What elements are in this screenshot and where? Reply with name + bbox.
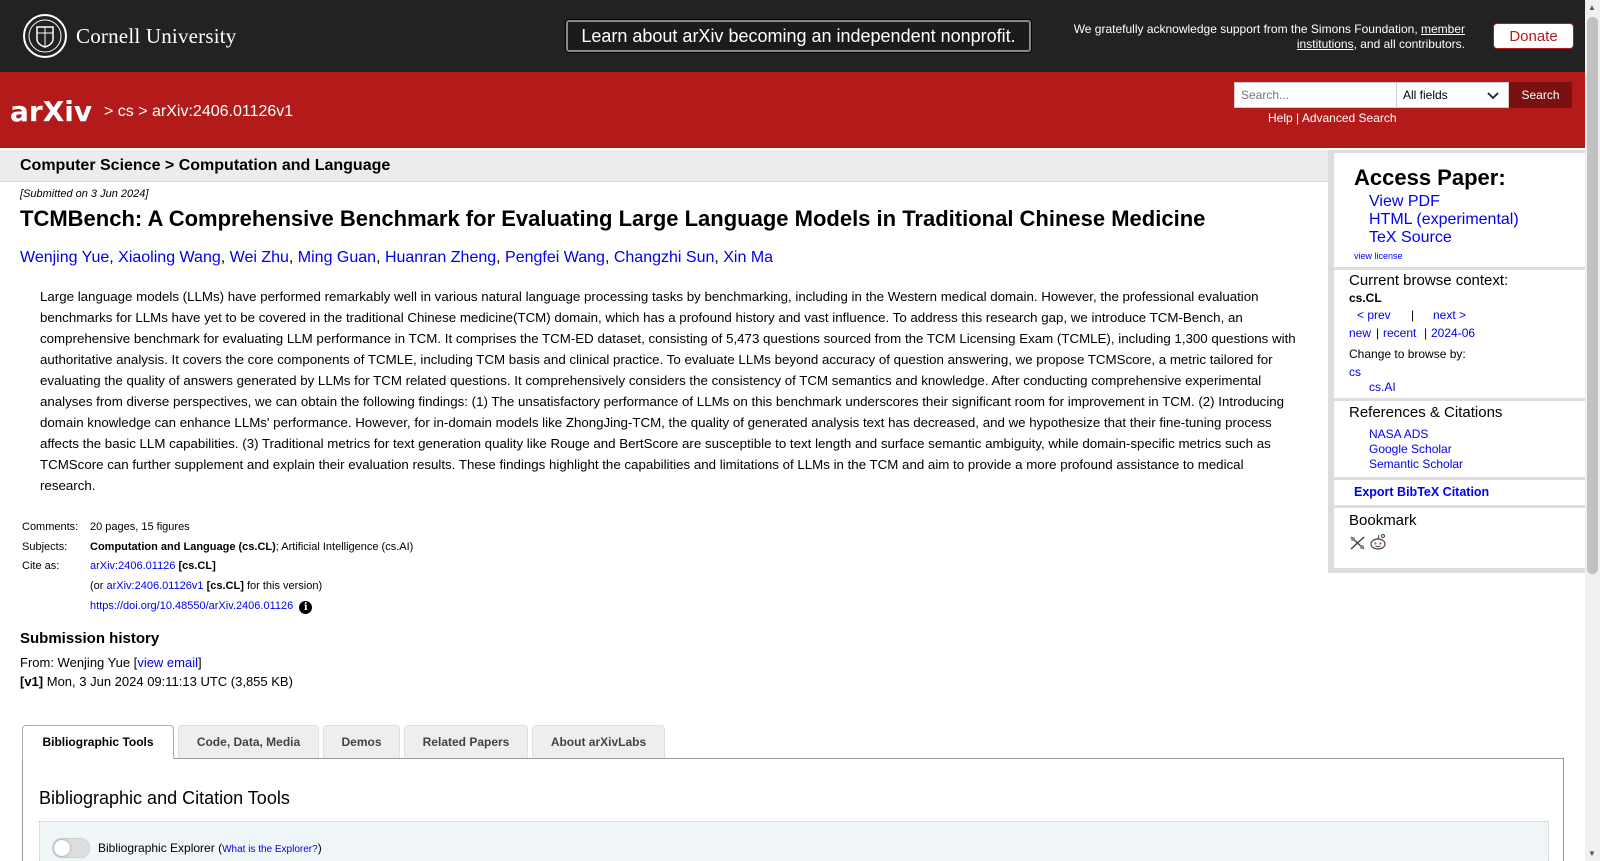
tab-code-data-media[interactable]: Code, Data, Media: [178, 725, 319, 758]
breadcrumb-cs-link[interactable]: cs: [117, 103, 134, 120]
nav-sep: |: [1376, 326, 1380, 340]
author-sep: ,: [220, 249, 230, 266]
subject-header: [0, 150, 1328, 182]
access-paper-title: Access Paper:: [1354, 165, 1506, 190]
bibliographic-tools-panel: [22, 758, 1564, 861]
explorer-label: [98, 841, 322, 855]
nav-sep: |: [1424, 326, 1428, 340]
browse-context-block: [1334, 270, 1585, 398]
nonprofit-banner-button[interactable]: Learn about arXiv becoming an independent nonprofit.: [566, 20, 1031, 52]
cite-version-post: for this version): [243, 580, 323, 592]
submission-v1: [20, 674, 293, 689]
abstract-text: Large language models (LLMs) have performed remarkably well in various natural language processing tasks by benchmarking, including in the Western medical domain. However, the professional evaluation benchmarks for LLMs have yet to be covered in the traditional Chinese medicine(TCM) domain, which has a profound history and vast influence. To address this research gap, we introduce TCM-Bench, an comprehensive benchmark for evaluating LLM performance in TCM. It comprises the TCM-ED dataset, consisting of 5,473 questions sourced from the TCM Licensing Exam (TCMLE), including 1,300 questions with authoritative analysis. It covers the core components of TCMLE, including TCM basis and clinical practice. To evaluate LLMs beyond accuracy of question answering, we propose TCMScore, a metric tailored for evaluating the quality of answers generated by LLMs for TCM related questions. It comprehensively considers the consistency of TCM semantics and knowledge. After conducting comprehensive experimental analyses from diverse perspectives, we can obtain the following findings: (1) The unsatisfactory performance of LLMs on this benchmark underscores their significant room for improvement in TCM. (2) Introducing domain knowledge can enhance LLMs' performance. However, for in-domain models like ZhongJing-TCM, the quality of generated analysis text has decreased, and we hypothesize that their fine-tuning process affects the basic LLM capabilities. (3) Traditional metrics for text generation quality like Rouge and BertScore are susceptible to text length and surface semantic ambiguity, while domain-specific metrics such as TCMScore can further supplement and explain their evaluation results. These findings highlight the capabilities and limitations of LLMs in the TCM and aim to provide a more profound assistance to medical research.: [40, 289, 1296, 493]
view-pdf-link[interactable]: View PDF: [1369, 193, 1440, 210]
references-block: [1334, 401, 1585, 477]
explorer-name: Bibliographic Explorer: [98, 841, 215, 855]
subject-path: Computer Science > Computation and Language: [20, 157, 391, 174]
author-sep: ,: [376, 249, 385, 266]
browse-csai-link[interactable]: cs.AI: [1369, 380, 1396, 394]
bibliographic-explorer-row: [39, 821, 1549, 861]
tab-about-arxivlabs[interactable]: About arXivLabs: [532, 725, 665, 758]
nasa-ads-link[interactable]: NASA ADS: [1369, 427, 1429, 441]
author-sep: ,: [604, 249, 614, 266]
browse-context-title: Current browse context:: [1349, 272, 1509, 289]
tab-related-papers[interactable]: Related Papers: [404, 725, 528, 758]
search-button[interactable]: Search: [1509, 82, 1572, 108]
month-link[interactable]: 2024-06: [1431, 326, 1476, 340]
comments-value: 20 pages, 15 figures: [90, 521, 190, 533]
paren-close: ): [317, 841, 322, 855]
from-close: ]: [198, 655, 202, 670]
v1-label: [v1]: [20, 674, 44, 689]
breadcrumb-sep: >: [104, 103, 118, 120]
what-is-explorer-link[interactable]: What is the Explorer?: [222, 844, 318, 855]
v1-details: Mon, 3 Jun 2024 09:11:13 UTC (3,855 KB): [43, 674, 293, 689]
semantic-scholar-link[interactable]: Semantic Scholar: [1369, 457, 1464, 471]
author-link[interactable]: Wei Zhu: [229, 249, 289, 266]
bibsonomy-icon[interactable]: [1349, 535, 1366, 551]
author-sep: ,: [109, 249, 119, 266]
page-scrollbar[interactable]: [1585, 0, 1600, 861]
author-sep: ,: [288, 249, 298, 266]
primary-subject: Computation and Language (cs.CL): [90, 541, 276, 553]
cornell-seal-icon: [22, 13, 68, 59]
arxiv-header: [0, 72, 1585, 148]
arxiv-logo[interactable]: [10, 92, 102, 137]
cornell-logo[interactable]: [22, 13, 237, 59]
explorer-toggle[interactable]: [52, 838, 90, 858]
author-sep: ,: [496, 249, 506, 266]
member-institutions-link[interactable]: member institutions: [1296, 22, 1465, 51]
tab-demos[interactable]: Demos: [323, 725, 400, 758]
cite-or: (or: [90, 580, 107, 592]
change-browse-label: Change to browse by:: [1349, 347, 1466, 361]
html-experimental-link[interactable]: HTML (experimental): [1369, 211, 1519, 228]
breadcrumb-paper-id: arXiv:2406.01126v1: [152, 103, 294, 120]
cite-value: [90, 560, 216, 572]
author-link[interactable]: Ming Guan: [297, 249, 377, 266]
submission-from: [20, 655, 202, 670]
help-link[interactable]: Help: [1268, 111, 1293, 125]
nav-sep: |: [1411, 308, 1415, 322]
doi-row: [90, 600, 312, 614]
export-bibtex-link[interactable]: Export BibTeX Citation: [1354, 485, 1490, 499]
search-field-select[interactable]: [1397, 82, 1509, 108]
reddit-icon[interactable]: [1369, 533, 1387, 551]
recent-link[interactable]: recent: [1383, 326, 1417, 340]
references-title: References & Citations: [1349, 404, 1503, 421]
from-text: From: Wenjing Yue [: [20, 655, 138, 670]
panel-title: Bibliographic and Citation Tools: [39, 788, 290, 808]
arxiv-logo-icon: [10, 92, 102, 132]
paper-title: TCMBench: A Comprehensive Benchmark for Evaluating Large Language Models in Traditional Chinese Medicine: [20, 206, 1206, 231]
access-paper-block: [1334, 153, 1585, 267]
author-link[interactable]: Wenjing Yue: [20, 249, 110, 266]
cite-version: [90, 580, 322, 592]
author-link[interactable]: Huanran Zheng: [384, 249, 497, 266]
next-link[interactable]: next >: [1433, 308, 1467, 322]
cite-label: Cite as:: [22, 560, 60, 572]
chevron-down-icon: [1486, 88, 1500, 102]
cite-cat: [cs.CL]: [175, 560, 216, 572]
scroll-up-icon[interactable]: ▲: [1588, 3, 1596, 12]
search-help-links: [1268, 111, 1397, 125]
scrollbar-thumb[interactable]: [1587, 17, 1598, 574]
search-input[interactable]: Search...: [1234, 82, 1397, 108]
ack-post: , and all contributors.: [1353, 37, 1465, 51]
subjects-label: Subjects:: [22, 541, 68, 553]
info-icon[interactable]: i: [299, 601, 312, 614]
toggle-knob: [54, 840, 70, 856]
author-link[interactable]: Changzhi Sun: [613, 249, 715, 266]
subjects-value: [90, 541, 413, 553]
google-scholar-link[interactable]: Google Scholar: [1369, 442, 1452, 456]
comments-label: Comments:: [22, 521, 79, 533]
browse-cs-link[interactable]: cs: [1349, 365, 1361, 379]
links-sep: |: [1292, 111, 1302, 125]
author-sep: ,: [714, 249, 724, 266]
breadcrumb: [104, 103, 293, 121]
prev-link[interactable]: < prev: [1357, 308, 1391, 322]
bookmark-block: [1334, 508, 1585, 568]
search-field-value: All fields: [1403, 88, 1448, 102]
right-sidebar: [1328, 150, 1585, 573]
view-license-link[interactable]: view license: [1354, 251, 1403, 261]
submitted-date: [Submitted on 3 Jun 2024]: [20, 188, 149, 200]
author-link[interactable]: Xiaoling Wang: [118, 249, 221, 266]
cite-version-link[interactable]: arXiv:2406.01126v1: [106, 580, 204, 592]
ack-pre: We gratefully acknowledge support from the Simons Foundation,: [1073, 22, 1421, 36]
bookmark-title: Bookmark: [1349, 512, 1417, 529]
top-bar: [0, 0, 1585, 72]
tab-bibliographic-tools[interactable]: Bibliographic Tools: [22, 725, 174, 759]
export-block: [1334, 480, 1585, 505]
advanced-search-link[interactable]: Advanced Search: [1301, 111, 1397, 125]
author-link[interactable]: Pengfei Wang: [505, 249, 605, 266]
secondary-subject: ; Artificial Intelligence (cs.AI): [275, 541, 414, 553]
acknowledgement-text: [1045, 22, 1465, 52]
cite-version-cat: [cs.CL]: [203, 580, 244, 592]
cite-id-link[interactable]: arXiv:2406.01126: [90, 560, 176, 572]
author-link[interactable]: Xin Ma: [723, 249, 774, 266]
tex-source-link[interactable]: TeX Source: [1369, 229, 1452, 246]
paren-open: (: [214, 841, 223, 855]
breadcrumb-sep: >: [133, 103, 153, 120]
view-email-link[interactable]: view email: [137, 655, 198, 670]
browse-context-value: cs.CL: [1349, 291, 1382, 305]
new-link[interactable]: new: [1349, 326, 1372, 340]
submission-history-title: Submission history: [20, 630, 160, 647]
author-list: [20, 249, 773, 267]
donate-button[interactable]: Donate: [1493, 23, 1574, 49]
scroll-down-icon[interactable]: ▼: [1588, 849, 1596, 858]
university-name: Cornell University: [76, 23, 237, 48]
arxiv-logo-text: arXiv: [10, 95, 93, 128]
doi-link[interactable]: https://doi.org/10.48550/arXiv.2406.01126: [90, 600, 294, 612]
